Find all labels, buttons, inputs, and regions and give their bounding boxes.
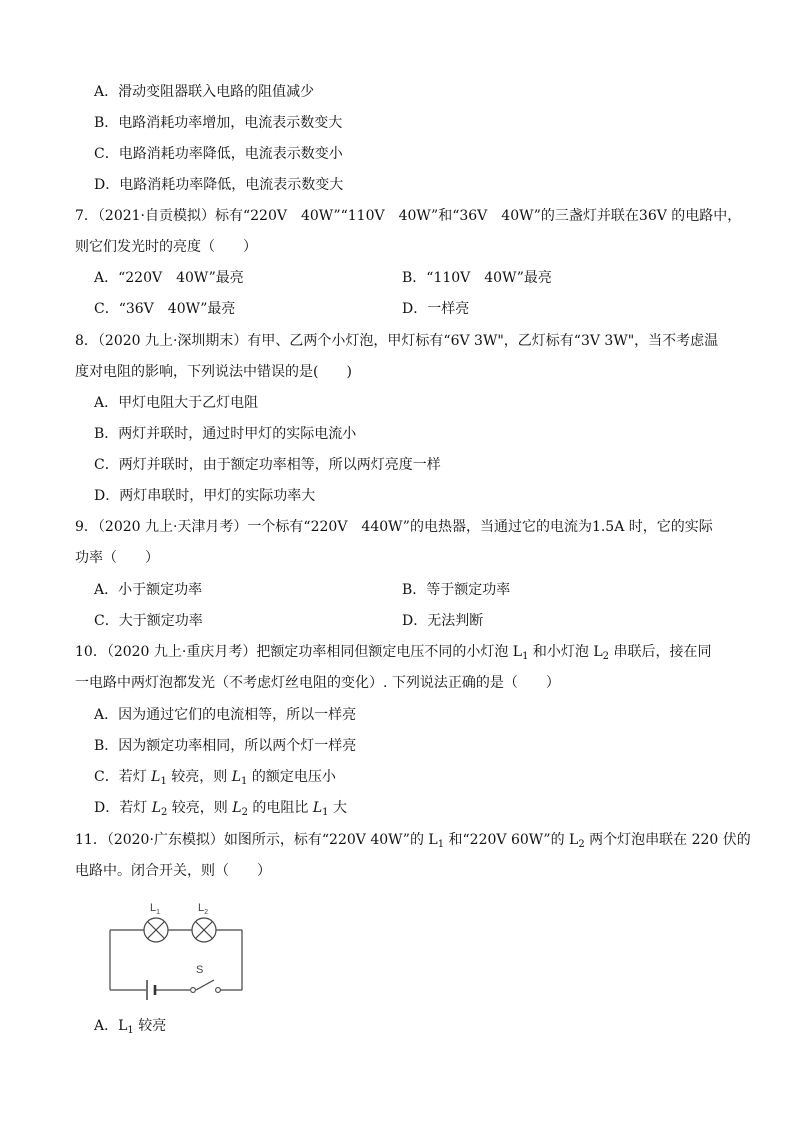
switch-contact-left: [191, 988, 196, 993]
q9-stem-line1: 9．（2020 九上·天津月考）一个标有“220V 440W”的电热器，当通过它的电流为1.5A 时，它的实际: [75, 519, 713, 535]
q10-stem-line2: 一电路中两灯泡都发光（不考虑灯丝电阻的变化）. 下列说法正确的是（ ）: [75, 675, 560, 691]
q8-option-b: B．两灯并联时，通过时甲灯的实际电流小: [94, 426, 357, 442]
q10-stem-line1: 10．（2020 九上·重庆月考）把额定功率相同但额定电压不同的小灯泡 $L_1$ 和小灯泡 $L_2$ 串联后，接在同: [75, 644, 712, 662]
q7-stem-line1: 7．（2021·自贡模拟）标有“220V 40W”“110V 40W”和“36V 40W”的三盏灯并联在36V 的电路中，: [75, 208, 742, 224]
q10-option-c: C．若灯 $L_1$ 较亮，则 $L_1$ 的额定电压小: [94, 769, 336, 787]
switch-contact-right: [216, 988, 221, 993]
q6-option-c: C．电路消耗功率降低，电流表示数变小: [94, 146, 343, 162]
battery-icon: [147, 980, 155, 1000]
q7-option-d: D．一样亮: [402, 301, 470, 317]
q8-stem-line2: 度对电阻的影响，下列说法中错误的是( ): [75, 364, 352, 380]
switch-label: S: [196, 964, 204, 976]
q11-stem-line1: 11．（2020·广东模拟）如图所示，标有“220V 40W”的 $L_1$ 和“220V 60W”的 $L_2$ 两个灯泡串联在 220 伏的: [75, 832, 751, 850]
lamp-l1-label: $L_1$: [150, 902, 161, 916]
q10-option-a: A．因为通过它们的电流相等，所以一样亮: [94, 707, 357, 723]
q10-option-b: B．因为额定功率相同，所以两个灯一样亮: [94, 738, 357, 754]
q6-option-b: B．电路消耗功率增加，电流表示数变大: [94, 115, 343, 131]
q10-option-d: D．若灯 $L_2$ 较亮，则 $L_2$ 的电阻比 $L_1$ 大: [94, 800, 347, 818]
lamp-l1-icon: [144, 918, 168, 942]
q7-stem-line2: 则它们发光时的亮度（ ）: [75, 239, 257, 255]
q9-option-c: C．大于额定功率: [94, 613, 203, 629]
q9-option-b: B．等于额定功率: [402, 582, 511, 598]
q8-option-a: A．甲灯电阻大于乙灯电阻: [94, 395, 259, 411]
q6-option-a: A．滑动变阻器联入电路的阻值减少: [94, 84, 315, 100]
q8-option-d: D．两灯串联时，甲灯的实际功率大: [94, 488, 316, 504]
q8-stem-line1: 8．（2020 九上·深圳期末）有甲、乙两个小灯泡，甲灯标有“6V 3W"，乙灯标有“3V 3W"，当不考虑温: [75, 333, 719, 349]
q9-stem-line2: 功率（ ）: [75, 550, 159, 566]
q11-stem-line2: 电路中。闭合开关，则（ ）: [75, 863, 271, 879]
q9-option-d: D．无法判断: [402, 613, 484, 629]
lamp-l2-icon: [192, 918, 216, 942]
q9-option-a: A．小于额定功率: [94, 582, 203, 598]
q7-option-a: A．“220V 40W”最亮: [94, 270, 244, 286]
q11-option-a: A．$L_1$ 较亮: [94, 1018, 167, 1036]
q7-option-c: C．“36V 40W”最亮: [94, 301, 236, 317]
q6-option-d: D．电路消耗功率降低，电流表示数变大: [94, 177, 344, 193]
lamp-l2-label: $L_2$: [198, 902, 209, 916]
circuit-diagram: [100, 892, 250, 1002]
q8-option-c: C．两灯并联时，由于额定功率相等，所以两灯亮度一样: [94, 457, 441, 473]
q7-option-b: B．“110V 40W”最亮: [402, 270, 552, 286]
